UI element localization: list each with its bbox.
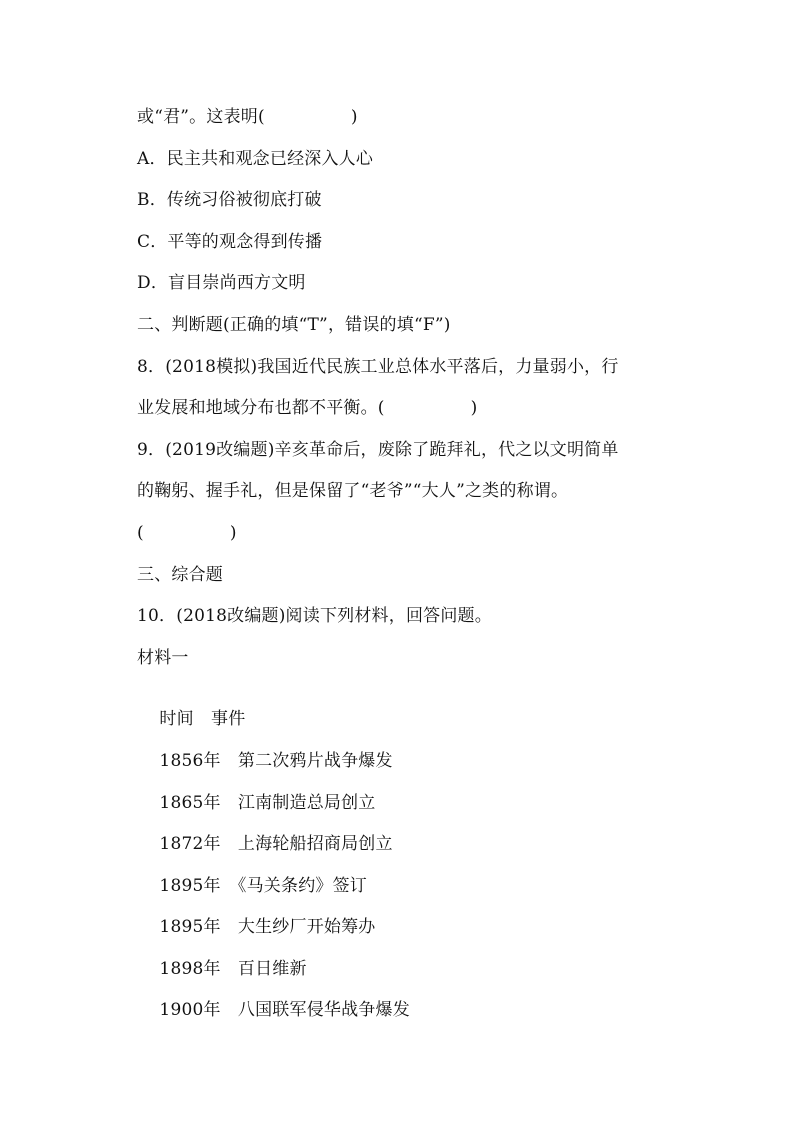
- timeline-header-event: 事件: [211, 709, 246, 729]
- timeline-event: 第二次鸦片战争爆发: [237, 751, 393, 771]
- option-d: D．盲目崇尚西方文明: [137, 273, 306, 293]
- section-2-heading: 二、判断题(正确的填“T”，错误的填“F”): [137, 315, 451, 335]
- question-8-line-2: 业发展和地域分布也都不平衡。( ): [137, 398, 478, 418]
- question-9-line-1: 9．(2019改编题)辛亥革命后，废除了跪拜礼，代之以文明简单: [137, 440, 619, 460]
- question-9-line-2: 的鞠躬、握手礼，但是保留了“老爷”“大人”之类的称谓。: [137, 481, 569, 501]
- question-10: 10．(2018改编题)阅读下列材料，回答问题。: [137, 606, 492, 626]
- question-9-line-3: ( ): [137, 523, 237, 543]
- timeline-year: 1900年: [159, 1000, 221, 1020]
- question-8-line-1: 8．(2018模拟)我国近代民族工业总体水平落后，力量弱小，行: [137, 357, 619, 377]
- timeline-year: 1856年: [159, 751, 221, 771]
- timeline-year: 1895年: [159, 917, 221, 937]
- timeline-year: 1898年: [159, 959, 221, 979]
- timeline-header-time: 时间: [159, 709, 194, 729]
- option-c: C．平等的观念得到传播: [137, 232, 323, 252]
- timeline-event: 大生纱厂开始筹办: [237, 917, 376, 937]
- timeline-year: 1895年: [159, 876, 221, 896]
- timeline-event: 《马关条约》签订: [237, 876, 367, 896]
- timeline-event: 上海轮船招商局创立: [237, 834, 393, 854]
- material-1-label: 材料一: [137, 648, 189, 668]
- timeline-row: [137, 980, 410, 1040]
- timeline-event: 江南制造总局创立: [237, 793, 376, 813]
- section-3-heading: 三、综合题: [137, 565, 223, 585]
- timeline-year: 1865年: [159, 793, 221, 813]
- option-b: B．传统习俗被彻底打破: [137, 190, 322, 210]
- timeline-event: 百日维新: [237, 959, 307, 979]
- option-a: A．民主共和观念已经深入人心: [137, 149, 374, 169]
- question-7-tail: 或“君”。这表明( ): [137, 107, 358, 127]
- timeline-year: 1872年: [159, 834, 221, 854]
- timeline-event: 八国联军侵华战争爆发: [237, 1000, 410, 1020]
